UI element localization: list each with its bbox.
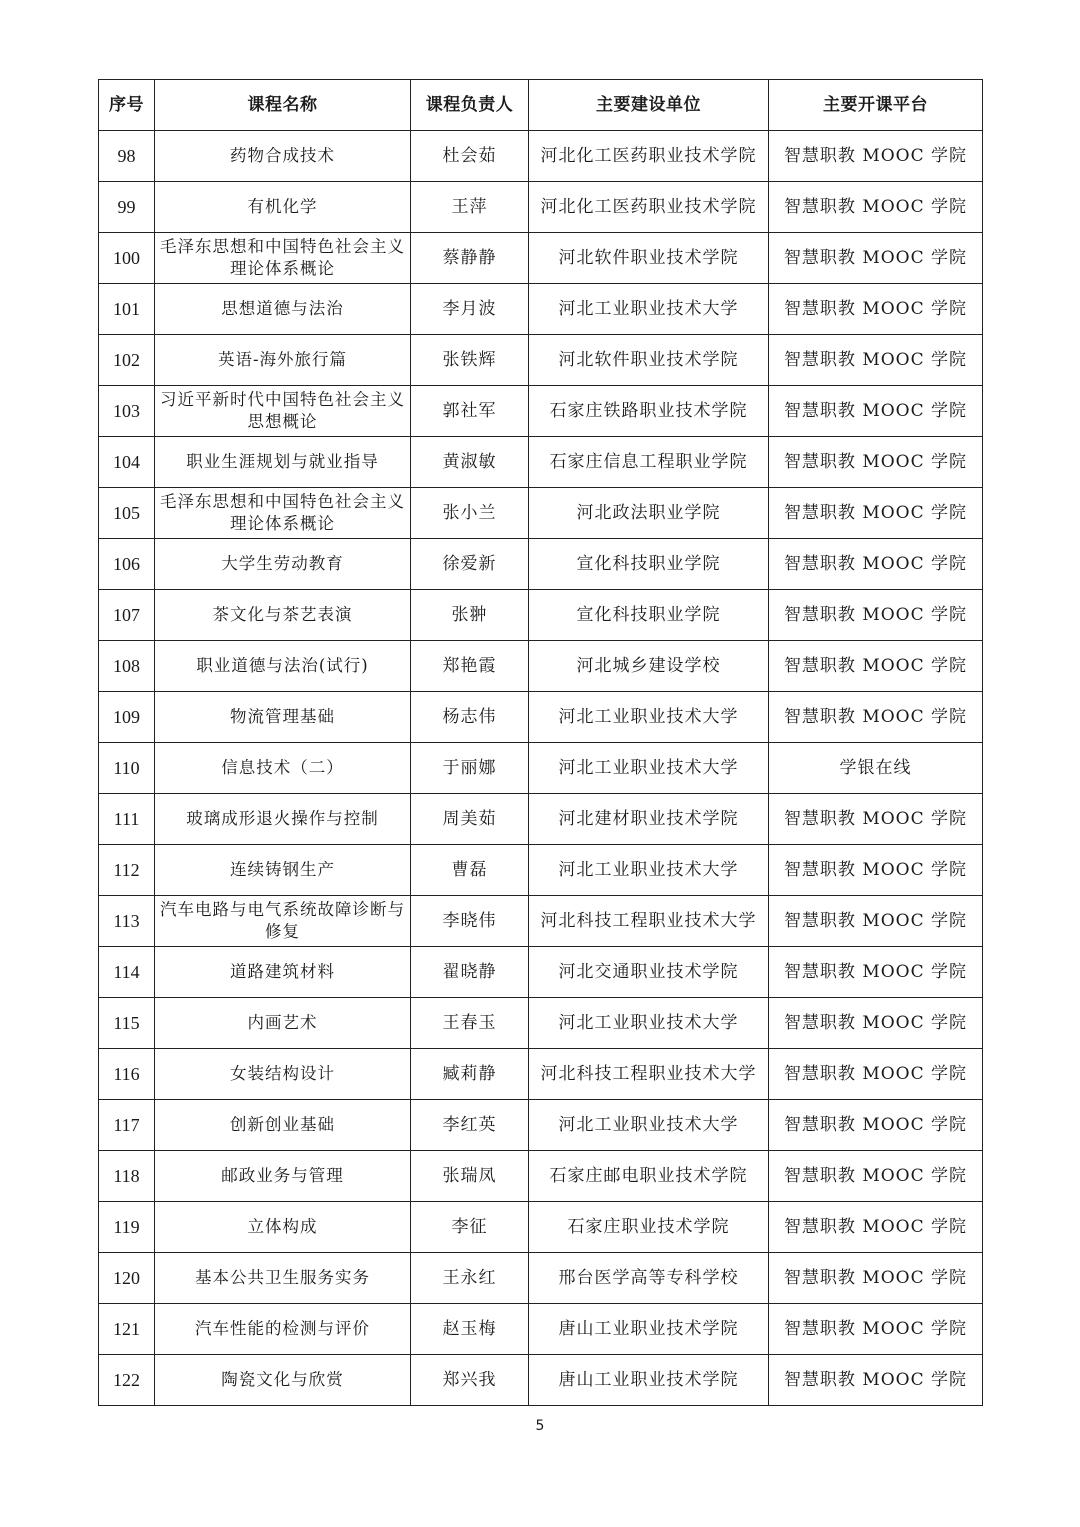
cell-platform: 学银在线 [769,743,983,794]
cell-institution: 唐山工业职业技术学院 [529,1304,769,1355]
cell-course-name: 茶文化与茶艺表演 [155,590,411,641]
table-row [99,1151,983,1202]
cell-index: 104 [99,437,155,488]
cell-course-lead: 周美茹 [411,794,529,845]
cell-course-name: 思想道德与法治 [155,284,411,335]
header-index: 序号 [99,80,155,131]
cell-platform: 智慧职教 MOOC 学院 [769,998,983,1049]
cell-course-name: 道路建筑材料 [155,947,411,998]
cell-institution: 河北建材职业技术学院 [529,794,769,845]
cell-course-name: 立体构成 [155,1202,411,1253]
cell-course-name: 毛泽东思想和中国特色社会主义理论体系概论 [155,488,411,539]
cell-course-name: 基本公共卫生服务实务 [155,1253,411,1304]
cell-course-lead: 徐爱新 [411,539,529,590]
table-row [99,1304,983,1355]
cell-course-lead: 李红英 [411,1100,529,1151]
cell-platform: 智慧职教 MOOC 学院 [769,692,983,743]
cell-institution: 河北工业职业技术大学 [529,692,769,743]
cell-course-lead: 郑兴我 [411,1355,529,1406]
table-row [99,131,983,182]
table-body [99,131,983,1406]
cell-course-name: 创新创业基础 [155,1100,411,1151]
cell-institution: 宣化科技职业学院 [529,539,769,590]
cell-institution: 河北工业职业技术大学 [529,284,769,335]
cell-index: 109 [99,692,155,743]
cell-institution: 宣化科技职业学院 [529,590,769,641]
cell-course-name: 毛泽东思想和中国特色社会主义理论体系概论 [155,233,411,284]
cell-course-lead: 李月波 [411,284,529,335]
cell-platform: 智慧职教 MOOC 学院 [769,1304,983,1355]
cell-institution: 河北交通职业技术学院 [529,947,769,998]
cell-platform: 智慧职教 MOOC 学院 [769,590,983,641]
cell-index: 121 [99,1304,155,1355]
cell-institution: 河北软件职业技术学院 [529,233,769,284]
cell-platform: 智慧职教 MOOC 学院 [769,1253,983,1304]
cell-index: 118 [99,1151,155,1202]
cell-course-name: 职业道德与法治(试行) [155,641,411,692]
cell-course-name: 陶瓷文化与欣赏 [155,1355,411,1406]
cell-institution: 唐山工业职业技术学院 [529,1355,769,1406]
cell-institution: 邢台医学高等专科学校 [529,1253,769,1304]
cell-index: 103 [99,386,155,437]
cell-course-lead: 李晓伟 [411,896,529,947]
cell-platform: 智慧职教 MOOC 学院 [769,1100,983,1151]
header-course-lead: 课程负责人 [411,80,529,131]
cell-course-lead: 张瑞凤 [411,1151,529,1202]
cell-institution: 石家庄信息工程职业学院 [529,437,769,488]
cell-platform: 智慧职教 MOOC 学院 [769,1151,983,1202]
table-row [99,284,983,335]
cell-course-name: 有机化学 [155,182,411,233]
cell-course-lead: 王萍 [411,182,529,233]
table-row [99,335,983,386]
table-row [99,1049,983,1100]
cell-institution: 石家庄职业技术学院 [529,1202,769,1253]
cell-course-name: 职业生涯规划与就业指导 [155,437,411,488]
cell-index: 115 [99,998,155,1049]
cell-course-lead: 王春玉 [411,998,529,1049]
cell-index: 101 [99,284,155,335]
cell-platform: 智慧职教 MOOC 学院 [769,1202,983,1253]
cell-course-lead: 黄淑敏 [411,437,529,488]
table-row [99,641,983,692]
table-row [99,1202,983,1253]
cell-course-lead: 郭社军 [411,386,529,437]
table-row [99,947,983,998]
table-row [99,437,983,488]
table-row [99,1253,983,1304]
cell-course-lead: 杜会茹 [411,131,529,182]
cell-course-name: 女装结构设计 [155,1049,411,1100]
table-row [99,743,983,794]
header-course-name: 课程名称 [155,80,411,131]
cell-index: 108 [99,641,155,692]
cell-platform: 智慧职教 MOOC 学院 [769,794,983,845]
table-row [99,233,983,284]
cell-institution: 河北化工医药职业技术学院 [529,131,769,182]
cell-institution: 河北工业职业技术大学 [529,743,769,794]
table-row [99,998,983,1049]
cell-index: 99 [99,182,155,233]
cell-platform: 智慧职教 MOOC 学院 [769,284,983,335]
table-row [99,488,983,539]
table-row [99,1100,983,1151]
cell-course-name: 汽车电路与电气系统故障诊断与修复 [155,896,411,947]
cell-institution: 河北工业职业技术大学 [529,1100,769,1151]
cell-course-lead: 王永红 [411,1253,529,1304]
cell-index: 122 [99,1355,155,1406]
table-row [99,386,983,437]
table-row [99,1355,983,1406]
cell-platform: 智慧职教 MOOC 学院 [769,233,983,284]
cell-course-lead: 张铁辉 [411,335,529,386]
cell-platform: 智慧职教 MOOC 学院 [769,1355,983,1406]
cell-index: 120 [99,1253,155,1304]
cell-platform: 智慧职教 MOOC 学院 [769,182,983,233]
page-number: 5 [535,1418,545,1434]
cell-platform: 智慧职教 MOOC 学院 [769,896,983,947]
table-header [99,80,983,131]
cell-institution: 河北政法职业学院 [529,488,769,539]
cell-course-lead: 于丽娜 [411,743,529,794]
cell-institution: 石家庄铁路职业技术学院 [529,386,769,437]
cell-course-lead: 翟晓静 [411,947,529,998]
cell-platform: 智慧职教 MOOC 学院 [769,437,983,488]
table-row [99,896,983,947]
table-row [99,845,983,896]
cell-institution: 河北科技工程职业技术大学 [529,1049,769,1100]
cell-course-name: 信息技术（二） [155,743,411,794]
cell-platform: 智慧职教 MOOC 学院 [769,335,983,386]
cell-index: 107 [99,590,155,641]
cell-index: 98 [99,131,155,182]
cell-course-name: 药物合成技术 [155,131,411,182]
cell-index: 119 [99,1202,155,1253]
cell-course-lead: 张翀 [411,590,529,641]
cell-institution: 河北城乡建设学校 [529,641,769,692]
cell-institution: 石家庄邮电职业技术学院 [529,1151,769,1202]
course-table [98,79,983,1406]
cell-course-lead: 蔡静静 [411,233,529,284]
cell-course-lead: 郑艳霞 [411,641,529,692]
header-main-platform: 主要开课平台 [769,80,983,131]
cell-index: 113 [99,896,155,947]
cell-course-name: 内画艺术 [155,998,411,1049]
table-row [99,692,983,743]
cell-platform: 智慧职教 MOOC 学院 [769,488,983,539]
cell-course-lead: 赵玉梅 [411,1304,529,1355]
header-row [99,80,983,131]
cell-course-name: 汽车性能的检测与评价 [155,1304,411,1355]
cell-course-name: 玻璃成形退火操作与控制 [155,794,411,845]
cell-course-name: 连续铸钢生产 [155,845,411,896]
table-row [99,539,983,590]
cell-index: 114 [99,947,155,998]
cell-institution: 河北化工医药职业技术学院 [529,182,769,233]
cell-platform: 智慧职教 MOOC 学院 [769,386,983,437]
table-row [99,182,983,233]
cell-platform: 智慧职教 MOOC 学院 [769,131,983,182]
cell-institution: 河北工业职业技术大学 [529,845,769,896]
cell-index: 106 [99,539,155,590]
cell-course-lead: 臧莉静 [411,1049,529,1100]
cell-course-name: 英语-海外旅行篇 [155,335,411,386]
cell-course-lead: 曹磊 [411,845,529,896]
cell-course-name: 邮政业务与管理 [155,1151,411,1202]
cell-course-lead: 杨志伟 [411,692,529,743]
header-main-institution: 主要建设单位 [529,80,769,131]
cell-institution: 河北工业职业技术大学 [529,998,769,1049]
cell-institution: 河北科技工程职业技术大学 [529,896,769,947]
cell-index: 117 [99,1100,155,1151]
cell-platform: 智慧职教 MOOC 学院 [769,845,983,896]
cell-index: 112 [99,845,155,896]
cell-platform: 智慧职教 MOOC 学院 [769,641,983,692]
cell-index: 110 [99,743,155,794]
cell-course-name: 习近平新时代中国特色社会主义思想概论 [155,386,411,437]
cell-index: 100 [99,233,155,284]
cell-index: 116 [99,1049,155,1100]
table-row [99,590,983,641]
cell-institution: 河北软件职业技术学院 [529,335,769,386]
cell-index: 111 [99,794,155,845]
cell-index: 105 [99,488,155,539]
cell-platform: 智慧职教 MOOC 学院 [769,539,983,590]
table-row [99,794,983,845]
cell-course-lead: 李征 [411,1202,529,1253]
cell-course-name: 大学生劳动教育 [155,539,411,590]
cell-course-lead: 张小兰 [411,488,529,539]
cell-platform: 智慧职教 MOOC 学院 [769,1049,983,1100]
cell-course-name: 物流管理基础 [155,692,411,743]
cell-index: 102 [99,335,155,386]
cell-platform: 智慧职教 MOOC 学院 [769,947,983,998]
